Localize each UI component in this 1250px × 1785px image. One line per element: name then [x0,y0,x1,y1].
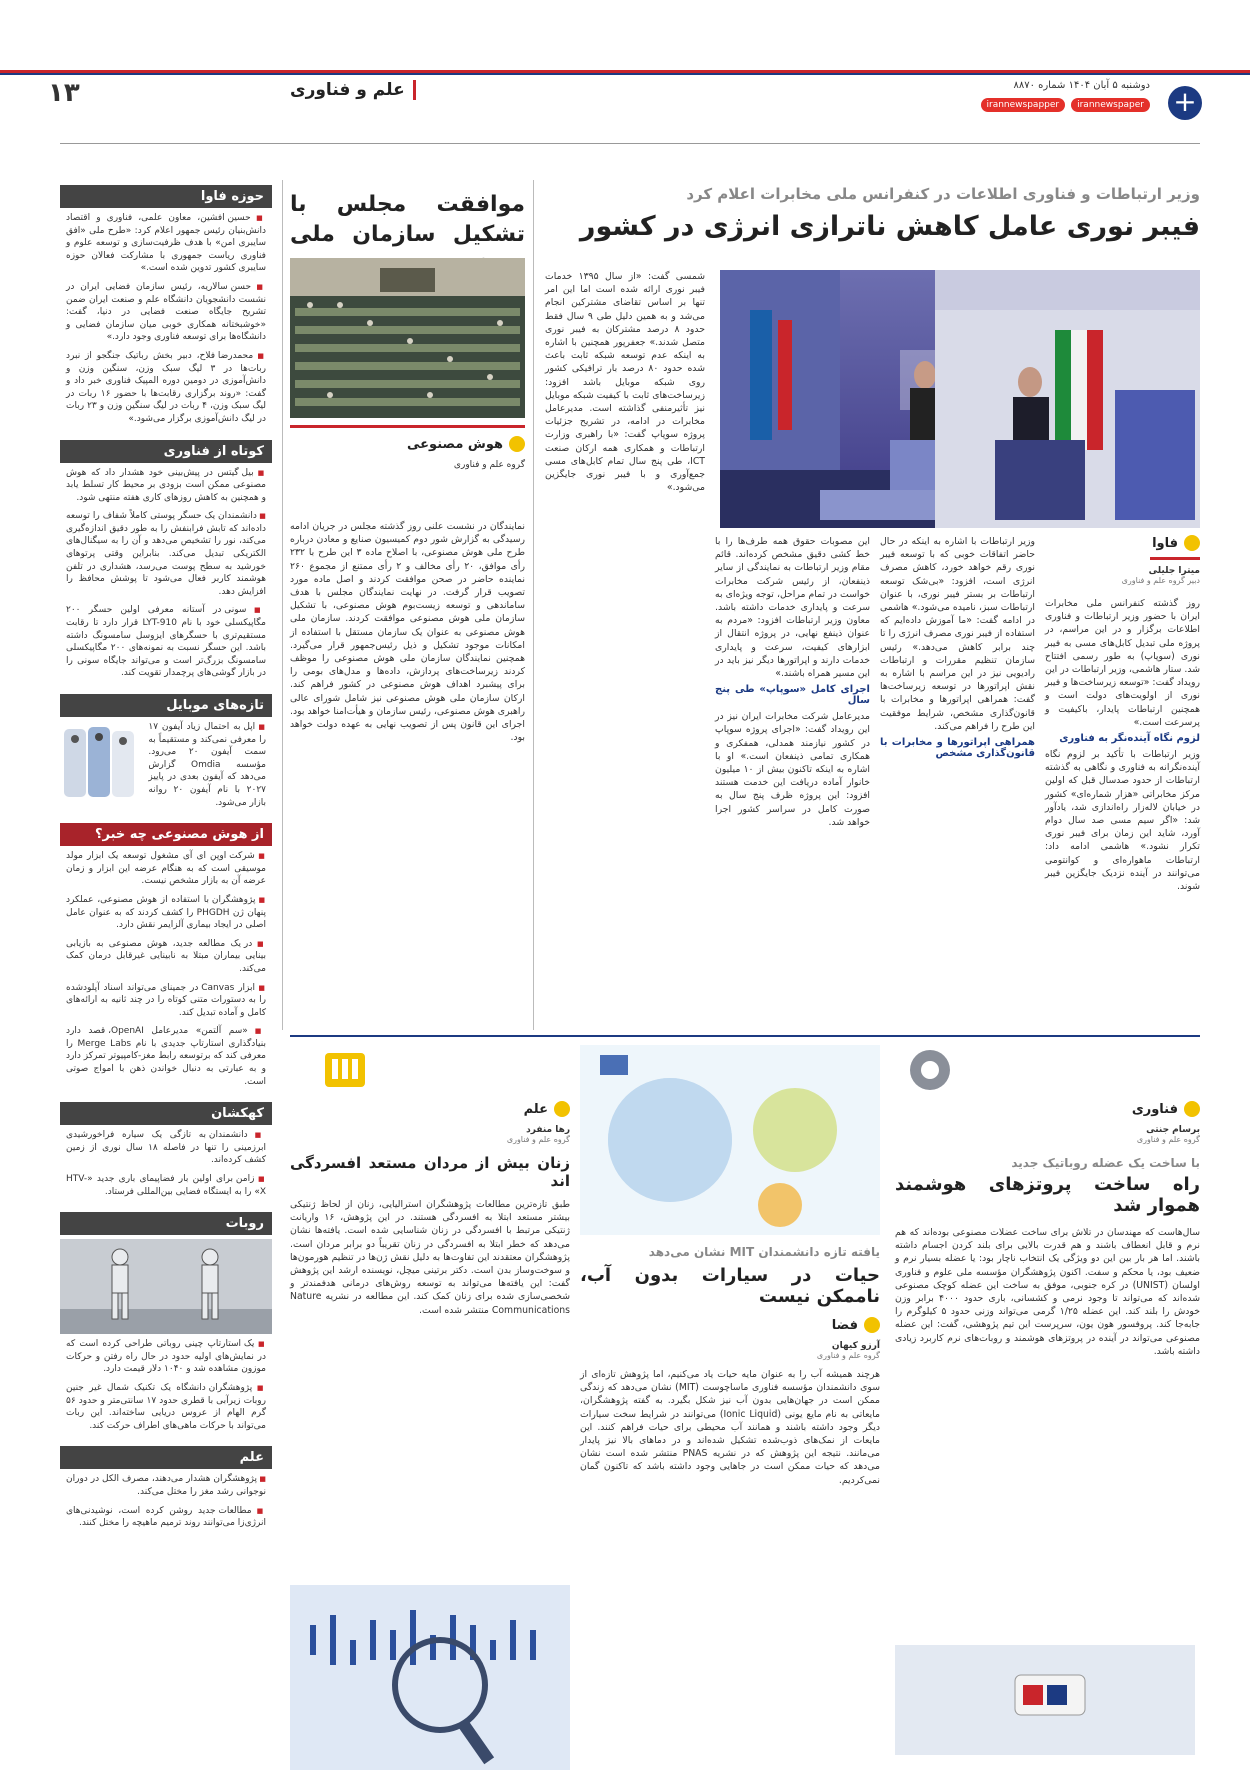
sidebar-science-list [60,1469,272,1539]
water-kicker: یافته تازه دانشمندان MIT نشان می‌دهد [648,1245,880,1259]
gene-byline [290,1125,570,1144]
list-item: ■ بیل گیتس در پیش‌بینی خود هشدار داد که هوش مصنوعی ممکن است بزودی بر محیط کار تسلط یابد و همچنین به کاهش روزهای کاری هفته منتهی شود. [66,467,266,505]
sidebar-ai-title: از هوش مصنوعی چه خبر؟ [60,823,272,846]
list-item: ■ حسین افشین، معاون علمی، فناوری و اقتصاد دانش‌بنیان رئیس جمهور اعلام کرد: «طرح ملی «افق سایبری امن» با هدف ظرفیت‌سازی و توسعه علوم و فناوری ریاست جمهوری با مشارکت فعالان حوزه سایبری کشور تدوین شده است.» [66,212,266,275]
main-subhead-1: لزوم نگاه آینده‌نگر به فناوری [1059,733,1200,745]
lab-equipment-icon [320,1045,370,1095]
main-tag-label: فاوا [1152,535,1178,551]
main-headline: فیبر نوری عامل کاهش ناترازی انرژی در کشور [579,211,1200,242]
list-item: ■ پژوهشگران هشدار می‌دهند، مصرف الکل در دوران نوجوانی رشد مغز را مختل می‌کند. [66,1473,266,1498]
robot-byline [895,1125,1200,1144]
main-col4-text: شمسی گفت: «از سال ۱۳۹۵ خدمات فیبر نوری ارائه شده است اما این امر تنها بر اساس تقاضای مشترکین انجام می‌شد و به همین دلیل طی ۹ سال فقط حدود ۸ درصد مشترکان به فیبر نوری متصل شدند.» جعفرپور همچنین با اشاره به اینکه عدم توسعه شبکه ثابت باعث شده حدود ۸۰ درصد بار ترافیکی کشور روی شبکه موبایل باشد افزود: زیرساخت‌های ثابت با کیفیت شبکه موبایل نیز تأثیرمنفی گذاشته است. مدیرعامل مخابرات در ادامه، در تشریح جزئیات پروژه سوپاپ گفت: «با راهبری وزارت ارتباطات و همکاری همه ارکان صنعت ICT، طی پنج سال تمام کابل‌های مسی جمع‌آوری و با فیبر نوری جایگزین می‌شود.» [545,271,705,494]
robot-tag [895,1101,1200,1117]
robot-story [895,1045,1200,1362]
parliament-meta [290,425,525,470]
main-col-2 [880,535,1035,763]
speaker-photo [935,270,1200,528]
list-item: ■ پژوهشگران دانشگاه یک تکنیک شمال غیر جنین روبات زیرآبی با قطری حدود ۱۷ سانتی‌متر و حدود ۵۶ گرم الهام از عروس دریایی ساخته‌اند. این ربات می‌تواند با حرکات ماهی‌های اطراف حرکت کند. [66,1382,266,1432]
parliament-headline: موافقت مجلس با تشکیل سازمان ملی [290,192,525,247]
sidebar-short-list [60,463,272,691]
gene-author-role: گروه علم و فناوری [506,1135,570,1144]
list-item: ■ دانشمندان یک حسگر پوستی کاملاً شفاف را توسعه داده‌اند که تابش فرابنفش را به طور دقیق اندازه‌گیری می‌کند، نور را تشخیص می‌دهد و آن را به سیگنال‌های الکتریکی تبدیل می‌کند. بنابراین وقتی پرتوهای خورشید به سطح پوست می‌رسد، هشداری در تلفن هوشمند کاربر فعال می‌شود تا پوشش محافظ را افزایش دهد. [66,510,266,598]
list-item: ■ اپل به احتمال زیاد آیفون ۱۷ را معرفی نمی‌کند و مستقیماً به سمت آیفون ۲۰ می‌رود. مؤسسه Omdia گزارش می‌دهد که آیفون بعدی در پاییز ۲۰۲۷ با نام آیفون ۲۰ روانه بازار می‌شود. [148,721,266,809]
section-title: علم و فناوری [290,80,416,100]
social-handle[interactable]: irannewspaper [1071,98,1150,112]
water-byline [735,1341,880,1360]
list-item: ■ سونی در آستانه معرفی اولین حسگر ۲۰۰ مگاپیکسلی خود با نام LYT-910 قرار دارد تا رقابت مستقیم‌تری با حسگرهای ایزوسل سامسونگ داشته باشد. این حسگر نسبت به نمونه‌های ۲۰۰ مگاپیکسلی سامسونگ بزرگ‌تر است و می‌تواند جایگاه سونی را در بازار گوشی‌های پرچمدار تقویت کند. [66,604,266,680]
water-author-role: گروه علم و فناوری [816,1351,880,1360]
water-text: هرچند همیشه آب را به عنوان مایه حیات یاد می‌کنیم، اما پژوهش تازه‌ای از سوی دانشمندان مؤسسه فناوری ماساچوست (MIT) نشان می‌دهد که زندگی ممکن است در جهان‌هایی بدون آب نیز شکل بگیرد. به گفته پژوهشگران، مایعاتی به نام مایع یونی (Ionic Liquid) می‌توانند در شرایط سخت سیارات دیگر وجود داشته باشند و همانند آب محیطی برای حیات فراهم کنند. این مایعات از نمک‌های ذوب‌شده تشکیل شده‌اند و در دماهای بالا نیز پایدار می‌مانند. نتیجه این پژوهش که در نشریه PNAS منتشر شده است نشان می‌دهد که حیات ممکن است در جاهایی وجود داشته باشد که تاکنون گمان نمی‌کردیم. [580,1369,881,1486]
gene-story [290,1045,570,1321]
robot-kicker: با ساخت یک عضله روباتیک جدید [1011,1156,1200,1170]
main-col1-text: روز گذشته کنفرانس ملی مخابرات ایران با حضور وزیر ارتباطات و فناوری اطلاعات برگزار و در این مراسم، در پروژه ملی تبدیل کابل‌های مسی به فیبر نوری (سوپاپ) به طور رسمی افتتاح شد. ستار هاشمی، وزیر ارتباطات در این رویداد گفت: «توسعه زیرساخت‌ها و فیبر نوری از اولویت‌های دولت است و همچنین ارتباطات پایدار، باکیفیت و پرسرعت است.» [1045,598,1200,728]
main-col-1 [1045,535,1200,897]
social-handles [981,98,1151,112]
water-headline: حیات در سیارات بدون آب، ناممکن نیست [580,1265,880,1307]
parliament-tag-label: هوش مصنوعی [407,436,503,452]
list-item: ■ در یک مطالعه جدید، هوش مصنوعی به بازیابی بینایی بیماران مبتلا به نابینایی غیرقابل درمان کمک می‌کند. [66,938,266,976]
list-item: ■ مطالعات جدید روشن کرده است، نوشیدنی‌های انرژی‌زا می‌توانند روند ترمیم ماهیچه را مختل کنند. [66,1505,266,1530]
tag-dot-icon [554,1101,570,1117]
list-item: ■ حسن سالاریه، رئیس سازمان فضایی ایران در نشست دانشجویان دانشگاه علم و صنعت ایران ضمن تشریح جایگاه صنعت فضایی در دنیا، گفت: «خوشبختانه همکاری خوبی میان سازمان فضایی و دانشگاه‌ها برای توسعه فناوری وجود دارد.» [66,281,266,344]
sidebar-mobile-list [142,717,272,819]
gene-tag-label: علم [523,1101,548,1117]
divider [282,180,283,1030]
sidebar-short-title: کوتاه از فناوری [60,440,272,463]
gear-icon [900,1045,960,1095]
sidebar-science-title: علم [60,1446,272,1469]
list-item: ■ محمدرضا فلاح، دبیر بخش رباتیک جنگجو از نبرد ربات‌ها در ۳ لیگ سبک وزن، سنگین وزن و دانش‌آموزی در دومین دوره المپیک فناوری خبر داد و گفت: «روند برگزاری رقابت‌ها با حضور ۱۶ ربات در لیگ سبک وزن، ۴ ربات در لیگ سنگین وزن و ۲۳ ربات در لیگ دانش‌آموزی برگزار می‌شود.» [66,350,266,426]
tag-dot-icon [864,1317,880,1333]
main-kicker: وزیر ارتباطات و فناوری اطلاعات در کنفرانس ملی مخابرات اعلام کرد [686,185,1200,203]
list-item: ■ زامن برای اولین بار فضاپیمای باری جدید «HTV-X» را به ایستگاه فضایی بین‌المللی فرستاد. [66,1173,266,1198]
sidebar-fava-title: حوزه فاوا [60,185,272,208]
bottom-divider [290,1035,1200,1037]
divider [533,180,534,1030]
gene-tag [290,1101,570,1117]
tag-dot-icon [1184,535,1200,551]
gene-text: طبق تازه‌ترین مطالعات پژوهشگران استرالیایی، زنان از لحاظ ژنتیکی بیشتر مستعد ابتلا به افسردگی هستند. در این پژوهش، ۱۶ واریانت ژنتیکی مرتبط با افسردگی در زنان شناسایی شده است. یافته‌ها نشان می‌دهد که خطر ابتلا به افسردگی در زنان تقریباً دو برابر مردان است. پژوهشگران معتقدند این تفاوت‌ها به دلیل نقش ژن‌ها در تنظیم هورمون‌ها و سوخت‌وساز بدن است. دکتر برتینی میچل، نویسنده ارشد این پژوهش گفت: این یافته‌ها می‌تواند به توسعه روش‌های درمانی هدفمندتر و شخصی‌سازی شده برای زنان کمک کند. این مطالعه در نشریه Nature Communications منتشر شده است. [290,1199,570,1316]
parliament-hall-photo [290,258,525,418]
parliament-body [290,520,525,748]
list-item: ■ «سم آلتمن» مدیرعامل OpenAI، قصد دارد بنیادگذاری استارتاپ جدیدی با نام Merge Labs را معرفی کند که برتوسعه رابط مغز-کامپیوتر تمرکز دارد و به عبارتی به دنبال خواندن ذهن با امواج صوتی است. [66,1025,266,1088]
water-columns [580,1317,880,1360]
main-col3b-text: مدیرعامل شرکت مخابرات ایران نیز در این رویداد گفت: «اجرای پروژه سوپاپ در کشور نیازمند همدلی، همفکری و همکاری تمامی ذینفعان است.» او با اشاره به اینکه تاکنون بیش از ۱۰ میلیون خانوار آماده دریافت این خدمت هستند افزود: این پروژه ظرف پنج سال به صورت کامل در سراسر کشور اجرا خواهد شد. [715,711,870,828]
list-item: ■ پژوهشگران با استفاده از هوش مصنوعی، عملکرد پنهان ژن PHGDH را کشف کردند که به عنوان عامل اصلی در ایجاد بیماری آلزایمر نقش دارد. [66,894,266,932]
list-item: ■ ابزار Canvas در جمینای می‌تواند اسناد آپلودشده را به دستورات متنی کوتاه را در چند ثانیه به ارائه‌های کامل و آماده تبدیل کند. [66,982,266,1020]
water-tag-label: فضا [831,1317,858,1333]
main-byline [1045,566,1200,585]
main-col-3 [715,535,870,833]
muscle-photo [895,1645,1195,1755]
main-col2-text: وزیر ارتباطات با اشاره به اینکه در حال حاضر اتفاقات خوبی که با توسعه فیبر نوری رقم خواهد خورد، کاهش مصرف انرژی است، افزود: «بی‌شک توسعه ارتباطات بر بستر فیبر نوری، با عنوان ارتباطات سبز، نامیده می‌شود.» هاشمی در ادامه گفت: «ما آموزش داده‌ایم که استفاده از فیبر نوری مصرف انرژی را تا چند برابر کاهش می‌دهد.» رئیس سازمان تنظیم مقررات و ارتباطات رادیویی نیز در این مراسم با اشاره به نقش اپراتورها در توسعه زیرساخت‌ها گفت: همراهی اپراتورها و مخابرات با قانون‌گذاری مشخص، شرایط موفقیت این طرح را فراهم می‌کند. [880,536,1035,732]
parliament-text: نمایندگان در نشست علنی روز گذشته مجلس در جریان ادامه رسیدگی به گزارش شور دوم کمیسیون صنایع و معادن درباره طرح ملی هوش مصنوعی، با اصلاح ماده ۳ این طرح با ۲۳۲ رأی موافق، ۲۰ رأی مخالف و ۲ رأی ممتنع از مجموع ۲۶۰ نماینده حاضر در صحن موافقت کردند و اصل ماده مورد تصویب قرار گرفت. در نهایت نمایندگان مجلس با هدف ساماندهی و توسعه زیست‌بوم هوش مصنوعی، با تشکیل سازمان ملی هوش مصنوعی موافقت کردند. سازمان ملی هوش مصنوعی به عنوان یک سازمان مستقل با استفاده از امکانات موجود تشکیل و ذیل رئیس‌جمهور قرار می‌گیرد. همچنین نمایندگان سازمان ملی هوش مصنوعی را موظف کردند زیرساخت‌های پردازش، داده‌ها و مدل‌های بومی را برای پیشبرد اهداف هوش مصنوعی در کشور فراهم کند. ارکان سازمان ملی هوش مصنوعی نیز شامل شورای عالی راهبری هوش مصنوعی، رئیس سازمان و هیأت‌امنا خواهد بود. اجرای این قانون پس از تصویب نهایی به عهده دولت خواهد بود. [290,521,525,744]
date-line: دوشنبه ۵ آبان ۱۴۰۴ شماره ۸۸۷۰ [1013,80,1150,91]
tag-dot-icon [1184,1101,1200,1117]
robot-headline: راه ساخت پروتزهای هوشمند هموار شد [895,1174,1200,1216]
sidebar-mobile-title: تازه‌های موبایل [60,694,272,717]
sidebar [60,185,272,1540]
gene-headline: زنان بیش از مردان مستعد افسردگی اند [290,1154,570,1190]
social-handle[interactable]: irannewspapper [981,98,1066,112]
robot-text: سال‌هاست که مهندسان در تلاش برای ساخت عضلات مصنوعی بوده‌اند که هم نرم و قابل انعطاف باشند و هم قدرت بالایی برای بلند کردن اجسام داشته باشند. اما هر بار بین این دو ویژگی یک انتخاب ناچار بود: یا عضله بسیار نرم و ضعیف بود، یا محکم و سفت. اکنون پژوهشگران مؤسسه ملی علوم و فناوری اولسان (UNIST) در کره جنوبی، موفق به ساخت این عضله کوچک مصنوعی شده‌اند که می‌تواند تا وجود نرمی و کشسانی، باری حدود ۴۰۰۰ برابر وزن خودش را بلند کند. این عضله ۱/۲۵ گرمی می‌تواند وزنی حدود ۵ کیلوگرم را جابه‌جا کند. پروفسور هون یون، سرپرست این تیم پژوهشی، گفت: این عضله مصنوعی می‌تواند در آینده در پروتزهای هوشمند و روبات‌های نرم کاربرد زیادی داشته باشد. [895,1227,1200,1357]
main-subhead-2: همراهی اپراتورها و مخابرات با قانون‌گذاری مشخص [880,737,1035,760]
parliament-tag [290,436,525,452]
list-item: ■ یک استارتاپ چینی روباتی طراحی کرده است که در نمایش‌های اولیه حدود در حال راه رفتن و حرکات موزون مشاهده شد و ۱۰۴۰ دلار قیمت دارد. [66,1338,266,1376]
tag-dot-icon [509,436,525,452]
parliament-photo [290,258,525,418]
planet-photo [580,1045,880,1235]
parliament-divider [290,425,525,428]
sidebar-space-list [60,1125,272,1208]
water-story [580,1245,880,1491]
main-story [540,185,1200,242]
main-tag [1045,535,1200,551]
tag-underline [1150,557,1200,560]
plus-icon[interactable]: + [1168,86,1202,120]
phones-photo [60,723,142,803]
list-item: ■ شرکت اوپن ای آی مشغول توسعه یک ابزار مولد موسیقی است که به هنگام عرضه این ابزار و زمان عرضه آن به بازار مشخص نیست. [66,850,266,888]
main-author-role: دبیر گروه علم و فناوری [1121,576,1200,585]
main-col3-text: این مصوبات حقوق همه طرف‌ها را با خط کشی دقیق مشخص کرده‌اند. قائم مقام وزیر ارتباطات به نمایندگی از سایر ذینفعان، از رئیس شرکت مخابرات خواست در تمام مراحل، توجه ویژه‌ای به سرعت و پایداری خدمات داشته باشد. معاون وزیر ارتباطات افزود: «مردم به عنوان ذینفع نهایی، در پروژه انتقال از ابزارهای کیفیت، سرعت و پایداری خدمات دارند و اپراتورها دیگر نیز باید در این مسیر همراه باشند.» [715,536,870,680]
water-author: آرزو کیهان [831,1341,880,1351]
sidebar-robot-title: روبات [60,1212,272,1235]
sidebar-mobile-row [60,717,272,819]
main-subhead-3: اجرای کامل «سوپاپ» طی پنج سال [715,684,870,707]
main-col1b-text: وزیر ارتباطات با تأکید بر لزوم نگاه آینده‌نگرانه به فناوری و نگاهی به گذشته ارتباطات از حدود صد‌سال قبل که اولین مرکز مخابراتی «هزار شماره‌ای» کشور در خیابان لاله‌زار راه‌اندازی شد، یادآور شد: «اگر سیم مسی صد سال دوام آورد، شاید این زمان برای فیبر نوری تکرار نشود.» هاشمی ادامه داد: ارتباطات ماهواره‌ای و کوانتومی می‌توانند در آینده نزدیک جایگزین فیبر شوند. [1045,749,1200,893]
header-blue-line [0,73,1250,75]
header-divider [60,143,1200,144]
sidebar-ai-list [60,846,272,1098]
robot-author: برسام جنتی [1146,1125,1200,1135]
gene-author: رها منفرد [526,1125,570,1135]
robot-photo [60,1239,272,1334]
list-item: ■ دانشمندان به تازگی یک سیاره فراخورشیدی ابرزمینی را تنها در فاصله ۱۸ سال نوری از زمین کشف کرده‌اند. [66,1129,266,1167]
sidebar-robot-list [60,1334,272,1442]
exoplanet-illustration [580,1045,880,1235]
main-col-4 [545,270,705,498]
robot-tag-label: فناوری [1131,1101,1178,1117]
water-tag [735,1317,880,1333]
sidebar-fava-list [60,208,272,436]
page-number: ۱۳ [48,78,80,108]
main-author: میترا جلیلی [1148,566,1200,576]
water-meta [735,1317,880,1360]
main-photo-2 [935,270,1200,528]
sidebar-space-title: کهکشان [60,1102,272,1125]
parliament-author-role: گروه علم و فناوری [453,460,525,470]
dna-magnifier-photo [290,1585,570,1770]
robot-author-role: گروه علم و فناوری [1136,1135,1200,1144]
